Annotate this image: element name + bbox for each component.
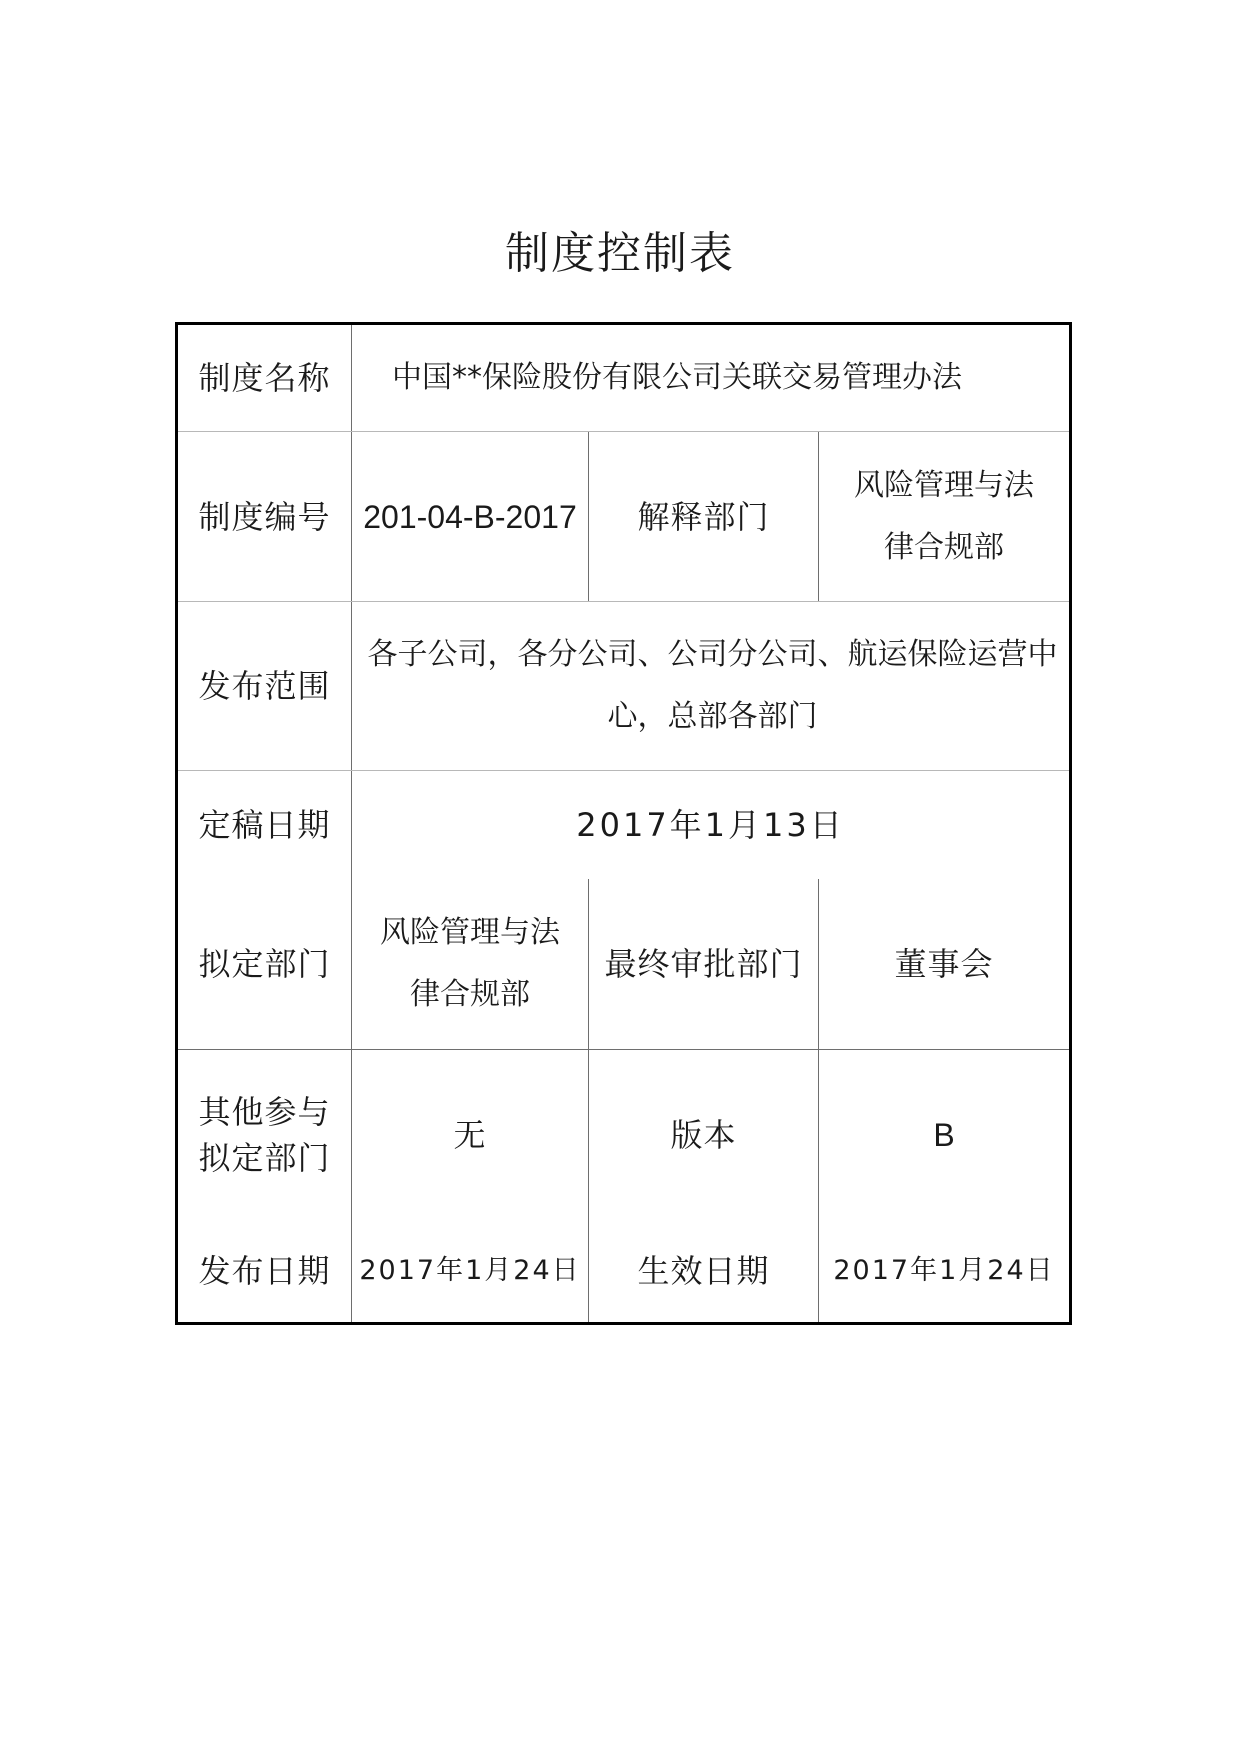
table-row-publish bbox=[177, 1220, 1071, 1323]
draft-dept-value: 风险管理与法律合规部 bbox=[352, 879, 589, 1050]
page-title: 制度控制表 bbox=[505, 228, 735, 279]
table-row-draft bbox=[177, 879, 1071, 1050]
effective-date-label: 生效日期 bbox=[589, 1220, 819, 1323]
number-value: 201-04-B-2017 bbox=[352, 432, 589, 602]
publish-date-label: 发布日期 bbox=[177, 1220, 352, 1323]
name-label: 制度名称 bbox=[177, 324, 352, 432]
table-row-name bbox=[177, 324, 1071, 432]
scope-value: 各子公司，各分公司、公司分公司、航运保险运营中心，总部各部门 bbox=[352, 601, 1071, 771]
scope-label: 发布范围 bbox=[177, 601, 352, 771]
approve-dept-value: 董事会 bbox=[819, 879, 1071, 1050]
number-label: 制度编号 bbox=[177, 432, 352, 602]
table-row-scope bbox=[177, 601, 1071, 771]
publish-date-value: 2017年1月24日 bbox=[352, 1220, 589, 1323]
interpret-dept-label: 解释部门 bbox=[589, 432, 819, 602]
control-table bbox=[175, 322, 1072, 1325]
effective-date-value: 2017年1月24日 bbox=[819, 1220, 1071, 1323]
final-date-label: 定稿日期 bbox=[177, 771, 352, 879]
table-row-final-date bbox=[177, 771, 1071, 879]
version-value: B bbox=[819, 1050, 1071, 1221]
interpret-dept-value: 风险管理与法律合规部 bbox=[819, 432, 1071, 602]
draft-dept-label: 拟定部门 bbox=[177, 879, 352, 1050]
version-label: 版本 bbox=[589, 1050, 819, 1221]
other-dept-label: 其他参与拟定部门 bbox=[177, 1050, 352, 1221]
name-value: 中国**保险股份有限公司关联交易管理办法 bbox=[352, 324, 1071, 432]
final-date-value: 2017年1月13日 bbox=[352, 771, 1071, 879]
table-row-number bbox=[177, 432, 1071, 602]
table-row-other bbox=[177, 1050, 1071, 1221]
approve-dept-label: 最终审批部门 bbox=[589, 879, 819, 1050]
other-dept-value: 无 bbox=[352, 1050, 589, 1221]
